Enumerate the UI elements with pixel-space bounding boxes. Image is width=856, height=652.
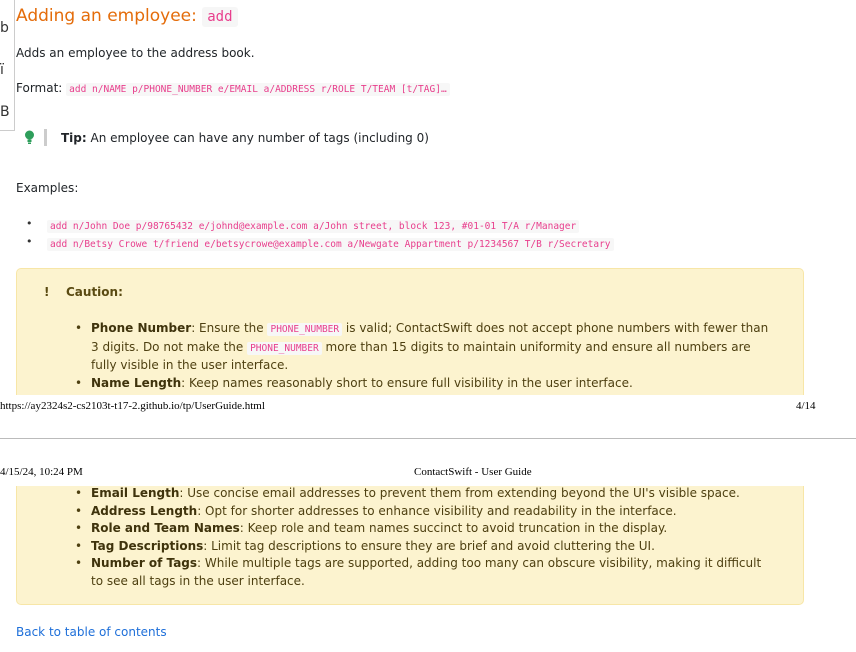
- caution-term: Name Length: [91, 375, 182, 390]
- example-code: add n/Betsy Crowe t/friend e/betsycrowe@example.com a/Newgate Appartment p/1234567 T/B r/Secretary: [47, 238, 614, 251]
- caution-heading: [44, 285, 123, 299]
- tip-text: An employee can have any number of tags (including 0): [90, 131, 429, 145]
- tip-label: Tip:: [61, 131, 87, 145]
- back-to-toc-link[interactable]: Back to table of contents: [16, 625, 167, 639]
- list-item: [75, 538, 775, 556]
- tip-content: [61, 131, 429, 145]
- caution-text: is valid; ContactSwift does not accept phone numbers with fewer than 3 digits. Do not make the: [91, 321, 769, 354]
- list-item: [75, 520, 775, 538]
- caution-term: Tag Descriptions: [91, 538, 204, 553]
- caution-text: : While multiple tags are supported, adding too many can obscure visibility, making it difficult to see all tags in the user interface.: [91, 556, 762, 588]
- list-item: [75, 503, 775, 521]
- margin-mark: B: [0, 104, 10, 120]
- list-item: [26, 234, 614, 252]
- caution-text: : Limit tag descriptions to ensure they are brief and avoid cluttering the UI.: [203, 538, 655, 553]
- examples-label: Examples:: [16, 181, 79, 195]
- caution-code: PHONE_NUMBER: [267, 323, 342, 336]
- description: Adds an employee to the address book.: [16, 46, 255, 60]
- lightbulb-icon: [24, 130, 35, 145]
- caution-term: Phone Number: [91, 321, 192, 335]
- caution-term: Number of Tags: [91, 556, 198, 570]
- heading-text: Adding an employee:: [16, 6, 197, 26]
- caution-text: : Keep names reasonably short to ensure full visibility in the user interface.: [181, 375, 633, 390]
- caution-term: Address Length: [91, 503, 198, 518]
- caution-text: : Use concise email addresses to prevent them from extending beyond the UI's visible space.: [179, 486, 740, 500]
- print-title: ContactSwift - User Guide: [414, 466, 532, 478]
- format-line: [16, 81, 450, 95]
- margin-mark: ï: [0, 62, 4, 78]
- caution-title: Caution:: [66, 285, 123, 299]
- list-item: [75, 320, 775, 375]
- examples-list: [26, 216, 614, 252]
- section-heading: [16, 6, 238, 26]
- page-break: [0, 438, 856, 439]
- page-number: 4/14: [796, 400, 816, 412]
- margin-mark: b: [0, 20, 9, 36]
- heading-code: add: [202, 7, 237, 27]
- format-code: add n/NAME p/PHONE_NUMBER e/EMAIL a/ADDRESS r/ROLE T/TEAM [t/TAG]…: [66, 83, 450, 96]
- list-item: [75, 555, 775, 590]
- caution-text: more than 15 digits to maintain uniformity and ensure all numbers are fully visible in the user interface.: [91, 339, 751, 372]
- page-url: https://ay2324s2-cs2103t-t17-2.github.io/tp/UserGuide.html: [0, 400, 265, 412]
- caution-term: Email Length: [91, 486, 180, 500]
- caution-text: : Ensure the: [191, 321, 268, 335]
- exclamation-icon: !: [44, 285, 50, 299]
- caution-text: : Keep role and team names succinct to avoid truncation in the display.: [239, 521, 668, 535]
- caution-box: [16, 268, 804, 395]
- caution-text: : Opt for shorter addresses to enhance visibility and readability in the interface.: [197, 503, 677, 518]
- caution-box-continued: [16, 486, 804, 605]
- caution-term: Role and Team Names: [91, 521, 240, 535]
- left-margin-marks: [0, 0, 15, 131]
- list-item: [75, 485, 775, 503]
- caution-code: PHONE_NUMBER: [247, 342, 322, 355]
- format-label: Format:: [16, 81, 63, 95]
- print-datetime: 4/15/24, 10:24 PM: [0, 466, 83, 478]
- example-code: add n/John Doe p/98765432 e/johnd@example.com a/John street, block 123, #01-01 T/A r/Manager: [47, 220, 579, 233]
- list-item: [75, 375, 775, 393]
- list-item: [26, 216, 614, 234]
- caution-list: [75, 320, 775, 392]
- caution-list: [75, 485, 775, 590]
- tip-divider: [44, 129, 47, 146]
